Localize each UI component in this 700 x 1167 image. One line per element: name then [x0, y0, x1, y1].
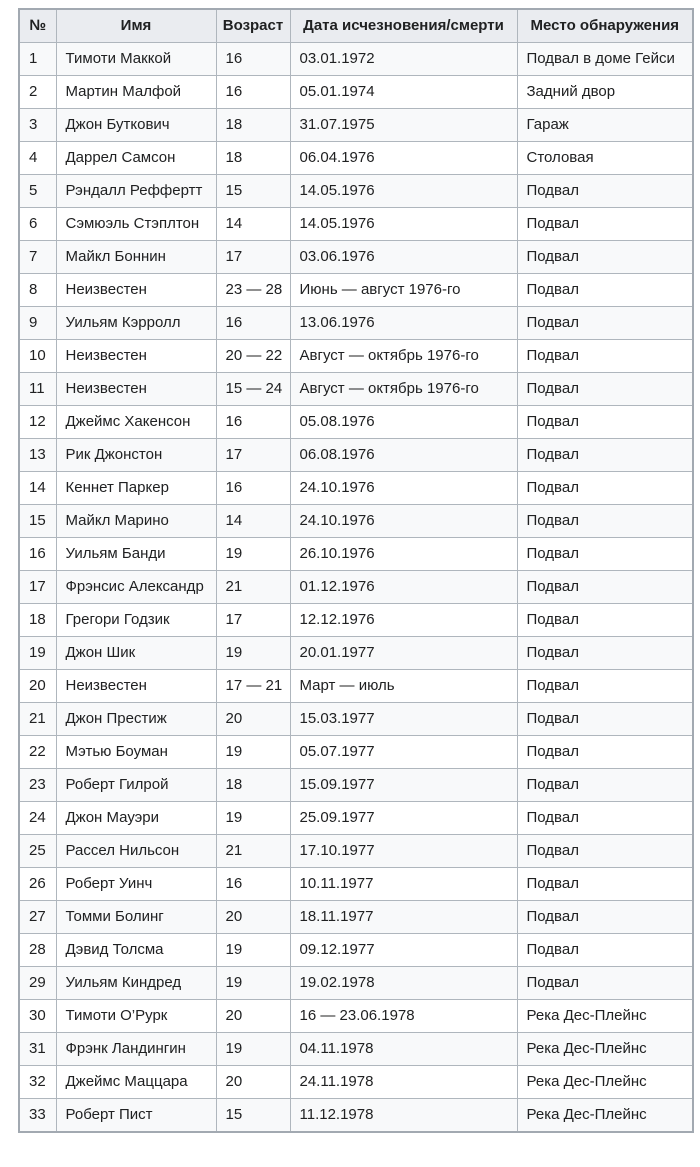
- cell-name: Дэвид Толсма: [56, 934, 216, 967]
- cell-place: Подвал: [517, 307, 693, 340]
- cell-number: 8: [19, 274, 56, 307]
- table-row: [19, 505, 693, 538]
- table-row: [19, 175, 693, 208]
- cell-age: 16: [216, 868, 290, 901]
- cell-date: 24.10.1976: [290, 472, 517, 505]
- cell-name: Мэтью Боуман: [56, 736, 216, 769]
- cell-age: 19: [216, 934, 290, 967]
- cell-name: Джон Буткович: [56, 109, 216, 142]
- cell-date: 03.01.1972: [290, 43, 517, 76]
- cell-number: 3: [19, 109, 56, 142]
- cell-name: Майкл Марино: [56, 505, 216, 538]
- cell-place: Подвал: [517, 538, 693, 571]
- cell-number: 33: [19, 1099, 56, 1133]
- cell-age: 20: [216, 1066, 290, 1099]
- cell-date: 19.02.1978: [290, 967, 517, 1000]
- cell-date: 10.11.1977: [290, 868, 517, 901]
- cell-age: 18: [216, 142, 290, 175]
- table-row: [19, 1033, 693, 1066]
- cell-date: 01.12.1976: [290, 571, 517, 604]
- cell-number: 20: [19, 670, 56, 703]
- cell-age: 20: [216, 1000, 290, 1033]
- cell-place: Подвал: [517, 472, 693, 505]
- table-row: [19, 1066, 693, 1099]
- cell-name: Роберт Пист: [56, 1099, 216, 1133]
- cell-name: Неизвестен: [56, 340, 216, 373]
- cell-name: Неизвестен: [56, 373, 216, 406]
- cell-date: 06.04.1976: [290, 142, 517, 175]
- table-row: [19, 340, 693, 373]
- cell-age: 23 — 28: [216, 274, 290, 307]
- cell-number: 17: [19, 571, 56, 604]
- cell-date: 09.12.1977: [290, 934, 517, 967]
- column-header-age: Возраст: [216, 9, 290, 43]
- cell-number: 23: [19, 769, 56, 802]
- table-row: [19, 868, 693, 901]
- cell-age: 17: [216, 439, 290, 472]
- table-row: [19, 934, 693, 967]
- cell-place: Подвал: [517, 406, 693, 439]
- table-row: [19, 76, 693, 109]
- cell-place: Река Дес-Плейнс: [517, 1000, 693, 1033]
- cell-name: Грегори Годзик: [56, 604, 216, 637]
- cell-name: Джон Мауэри: [56, 802, 216, 835]
- cell-number: 9: [19, 307, 56, 340]
- cell-place: Подвал: [517, 439, 693, 472]
- cell-place: Подвал: [517, 736, 693, 769]
- cell-age: 19: [216, 736, 290, 769]
- cell-place: Подвал: [517, 670, 693, 703]
- cell-place: Подвал: [517, 967, 693, 1000]
- cell-number: 13: [19, 439, 56, 472]
- cell-date: Июнь — август 1976-го: [290, 274, 517, 307]
- cell-age: 15 — 24: [216, 373, 290, 406]
- cell-number: 21: [19, 703, 56, 736]
- cell-number: 31: [19, 1033, 56, 1066]
- table-row: [19, 769, 693, 802]
- victims-table: [18, 8, 694, 1133]
- cell-place: Задний двор: [517, 76, 693, 109]
- cell-age: 18: [216, 109, 290, 142]
- cell-date: Август — октябрь 1976-го: [290, 373, 517, 406]
- cell-age: 16: [216, 43, 290, 76]
- cell-place: Подвал: [517, 835, 693, 868]
- cell-age: 14: [216, 505, 290, 538]
- cell-name: Томми Болинг: [56, 901, 216, 934]
- cell-place: Подвал: [517, 604, 693, 637]
- cell-name: Тимоти О’Рурк: [56, 1000, 216, 1033]
- cell-age: 20: [216, 901, 290, 934]
- cell-name: Фрэнсис Александр: [56, 571, 216, 604]
- table-row: [19, 43, 693, 76]
- table-row: [19, 802, 693, 835]
- cell-age: 20: [216, 703, 290, 736]
- cell-date: 11.12.1978: [290, 1099, 517, 1133]
- cell-name: Неизвестен: [56, 670, 216, 703]
- cell-name: Роберт Гилрой: [56, 769, 216, 802]
- table-row: [19, 1000, 693, 1033]
- cell-age: 16: [216, 307, 290, 340]
- cell-number: 32: [19, 1066, 56, 1099]
- table-row: [19, 835, 693, 868]
- cell-name: Мартин Малфой: [56, 76, 216, 109]
- cell-age: 16: [216, 406, 290, 439]
- cell-name: Уильям Банди: [56, 538, 216, 571]
- cell-name: Тимоти Маккой: [56, 43, 216, 76]
- cell-date: 03.06.1976: [290, 241, 517, 274]
- cell-name: Джон Шик: [56, 637, 216, 670]
- table-body: [19, 43, 693, 1133]
- cell-date: 05.08.1976: [290, 406, 517, 439]
- cell-place: Подвал: [517, 703, 693, 736]
- cell-place: Подвал в доме Гейси: [517, 43, 693, 76]
- cell-date: 04.11.1978: [290, 1033, 517, 1066]
- cell-number: 25: [19, 835, 56, 868]
- cell-place: Подвал: [517, 934, 693, 967]
- column-header-name: Имя: [56, 9, 216, 43]
- cell-number: 1: [19, 43, 56, 76]
- cell-age: 17 — 21: [216, 670, 290, 703]
- cell-date: 26.10.1976: [290, 538, 517, 571]
- cell-age: 16: [216, 76, 290, 109]
- cell-number: 2: [19, 76, 56, 109]
- cell-number: 14: [19, 472, 56, 505]
- cell-age: 15: [216, 1099, 290, 1133]
- column-header-place: Место обнаружения: [517, 9, 693, 43]
- cell-number: 22: [19, 736, 56, 769]
- cell-age: 17: [216, 604, 290, 637]
- cell-name: Джон Престиж: [56, 703, 216, 736]
- cell-date: 15.03.1977: [290, 703, 517, 736]
- cell-number: 11: [19, 373, 56, 406]
- cell-name: Джеймс Маццара: [56, 1066, 216, 1099]
- cell-name: Джеймс Хакенсон: [56, 406, 216, 439]
- cell-number: 15: [19, 505, 56, 538]
- cell-place: Подвал: [517, 637, 693, 670]
- cell-place: Река Дес-Плейнс: [517, 1066, 693, 1099]
- cell-date: 25.09.1977: [290, 802, 517, 835]
- header-row: [19, 9, 693, 43]
- cell-place: Подвал: [517, 901, 693, 934]
- table-row: [19, 241, 693, 274]
- cell-age: 18: [216, 769, 290, 802]
- cell-date: 05.07.1977: [290, 736, 517, 769]
- cell-place: Подвал: [517, 802, 693, 835]
- cell-name: Неизвестен: [56, 274, 216, 307]
- cell-age: 19: [216, 1033, 290, 1066]
- cell-date: 16 — 23.06.1978: [290, 1000, 517, 1033]
- cell-date: 20.01.1977: [290, 637, 517, 670]
- cell-name: Уильям Кэрролл: [56, 307, 216, 340]
- table-row: [19, 373, 693, 406]
- table-row: [19, 274, 693, 307]
- cell-place: Подвал: [517, 340, 693, 373]
- cell-date: 05.01.1974: [290, 76, 517, 109]
- cell-number: 16: [19, 538, 56, 571]
- cell-place: Река Дес-Плейнс: [517, 1033, 693, 1066]
- table-row: [19, 637, 693, 670]
- cell-date: 14.05.1976: [290, 175, 517, 208]
- cell-date: 15.09.1977: [290, 769, 517, 802]
- cell-number: 12: [19, 406, 56, 439]
- cell-number: 27: [19, 901, 56, 934]
- cell-place: Гараж: [517, 109, 693, 142]
- cell-age: 19: [216, 967, 290, 1000]
- table-row: [19, 109, 693, 142]
- cell-age: 20 — 22: [216, 340, 290, 373]
- table-header: [19, 9, 693, 43]
- cell-name: Рассел Нильсон: [56, 835, 216, 868]
- cell-name: Сэмюэль Стэплтон: [56, 208, 216, 241]
- cell-age: 14: [216, 208, 290, 241]
- cell-name: Майкл Боннин: [56, 241, 216, 274]
- cell-place: Река Дес-Плейнс: [517, 1099, 693, 1133]
- table-row: [19, 1099, 693, 1133]
- cell-date: 31.07.1975: [290, 109, 517, 142]
- cell-date: 17.10.1977: [290, 835, 517, 868]
- cell-number: 5: [19, 175, 56, 208]
- table-row: [19, 901, 693, 934]
- cell-number: 10: [19, 340, 56, 373]
- cell-place: Подвал: [517, 505, 693, 538]
- cell-name: Роберт Уинч: [56, 868, 216, 901]
- cell-age: 21: [216, 571, 290, 604]
- cell-place: Подвал: [517, 769, 693, 802]
- table-row: [19, 670, 693, 703]
- table-row: [19, 472, 693, 505]
- column-header-number: №: [19, 9, 56, 43]
- cell-number: 26: [19, 868, 56, 901]
- cell-place: Подвал: [517, 241, 693, 274]
- cell-date: Март — июль: [290, 670, 517, 703]
- victims-table-container: [18, 8, 694, 1133]
- table-row: [19, 208, 693, 241]
- cell-place: Подвал: [517, 274, 693, 307]
- cell-date: 06.08.1976: [290, 439, 517, 472]
- cell-number: 4: [19, 142, 56, 175]
- cell-number: 7: [19, 241, 56, 274]
- table-row: [19, 439, 693, 472]
- cell-name: Рэндалл Реффертт: [56, 175, 216, 208]
- table-row: [19, 538, 693, 571]
- cell-number: 28: [19, 934, 56, 967]
- table-row: [19, 571, 693, 604]
- cell-age: 19: [216, 637, 290, 670]
- cell-name: Уильям Киндред: [56, 967, 216, 1000]
- cell-number: 30: [19, 1000, 56, 1033]
- cell-name: Даррел Самсон: [56, 142, 216, 175]
- cell-age: 21: [216, 835, 290, 868]
- cell-date: 24.11.1978: [290, 1066, 517, 1099]
- cell-name: Фрэнк Ландингин: [56, 1033, 216, 1066]
- table-row: [19, 736, 693, 769]
- cell-age: 15: [216, 175, 290, 208]
- cell-number: 24: [19, 802, 56, 835]
- cell-name: Кеннет Паркер: [56, 472, 216, 505]
- cell-age: 19: [216, 802, 290, 835]
- table-row: [19, 142, 693, 175]
- cell-place: Столовая: [517, 142, 693, 175]
- table-row: [19, 406, 693, 439]
- cell-number: 18: [19, 604, 56, 637]
- cell-place: Подвал: [517, 571, 693, 604]
- cell-date: 24.10.1976: [290, 505, 517, 538]
- cell-place: Подвал: [517, 373, 693, 406]
- cell-place: Подвал: [517, 175, 693, 208]
- cell-date: 12.12.1976: [290, 604, 517, 637]
- cell-age: 17: [216, 241, 290, 274]
- cell-date: 13.06.1976: [290, 307, 517, 340]
- cell-number: 29: [19, 967, 56, 1000]
- cell-number: 6: [19, 208, 56, 241]
- table-row: [19, 703, 693, 736]
- table-row: [19, 307, 693, 340]
- cell-name: Рик Джонстон: [56, 439, 216, 472]
- cell-date: 18.11.1977: [290, 901, 517, 934]
- cell-date: 14.05.1976: [290, 208, 517, 241]
- cell-place: Подвал: [517, 868, 693, 901]
- cell-number: 19: [19, 637, 56, 670]
- cell-age: 16: [216, 472, 290, 505]
- table-row: [19, 967, 693, 1000]
- cell-age: 19: [216, 538, 290, 571]
- column-header-date: Дата исчезновения/смерти: [290, 9, 517, 43]
- table-row: [19, 604, 693, 637]
- cell-place: Подвал: [517, 208, 693, 241]
- cell-date: Август — октябрь 1976-го: [290, 340, 517, 373]
